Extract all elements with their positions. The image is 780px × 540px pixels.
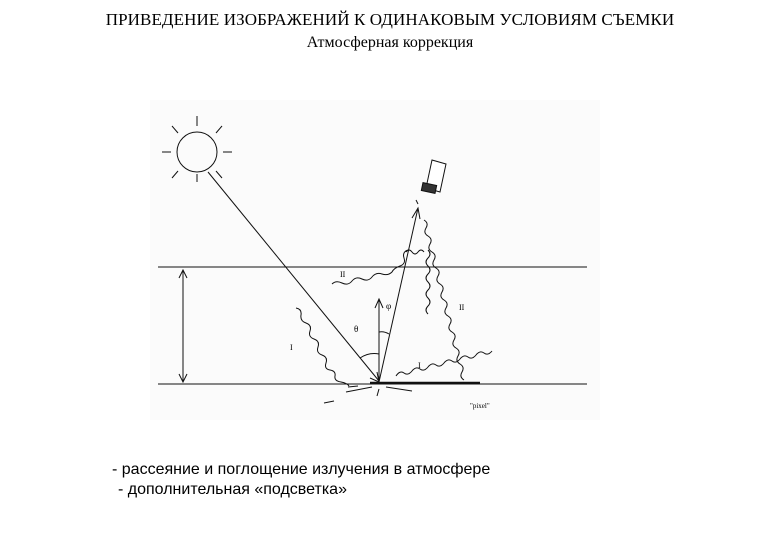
- atmosphere-thickness-arrow: [179, 270, 187, 382]
- diagram-canvas: [150, 100, 600, 420]
- ground-scatter-ticks: [324, 386, 412, 403]
- page-title: ПРИВЕДЕНИЕ ИЗОБРАЖЕНИЙ К ОДИНАКОВЫМ УСЛОВИЯМ СЪЕМКИ: [105, 10, 675, 29]
- label-angle-theta: θ: [354, 324, 359, 334]
- label-pixel: "pixel": [470, 402, 490, 410]
- caption-line-scattering: - рассеяние и поглощение излучения в атмосфере: [112, 461, 491, 478]
- satellite-sensor-icon: [416, 160, 446, 204]
- page-subtitle: Атмосферная коррекция: [306, 34, 474, 51]
- caption-block: [112, 460, 490, 500]
- label-path-I-left: I: [290, 343, 293, 352]
- label-angle-phi: φ: [386, 301, 392, 311]
- scatter-path-I-left: [296, 308, 349, 386]
- incident-solar-ray: [208, 172, 379, 382]
- label-path-I-bottom: I: [418, 361, 421, 370]
- scatter-path-I-bottom: [396, 351, 492, 376]
- angle-phi-arc: [379, 332, 389, 334]
- label-path-II-left: II: [340, 270, 346, 279]
- atmospheric-correction-diagram: [150, 100, 600, 420]
- scatter-path-II-mid: [426, 250, 430, 314]
- angle-theta-arc: [360, 354, 379, 359]
- reflected-ray-to-sensor: [379, 208, 420, 382]
- label-path-II-right: II: [459, 303, 465, 312]
- sun-icon: [162, 116, 232, 182]
- caption-line-illumination: - дополнительная «подсветка»: [118, 481, 347, 498]
